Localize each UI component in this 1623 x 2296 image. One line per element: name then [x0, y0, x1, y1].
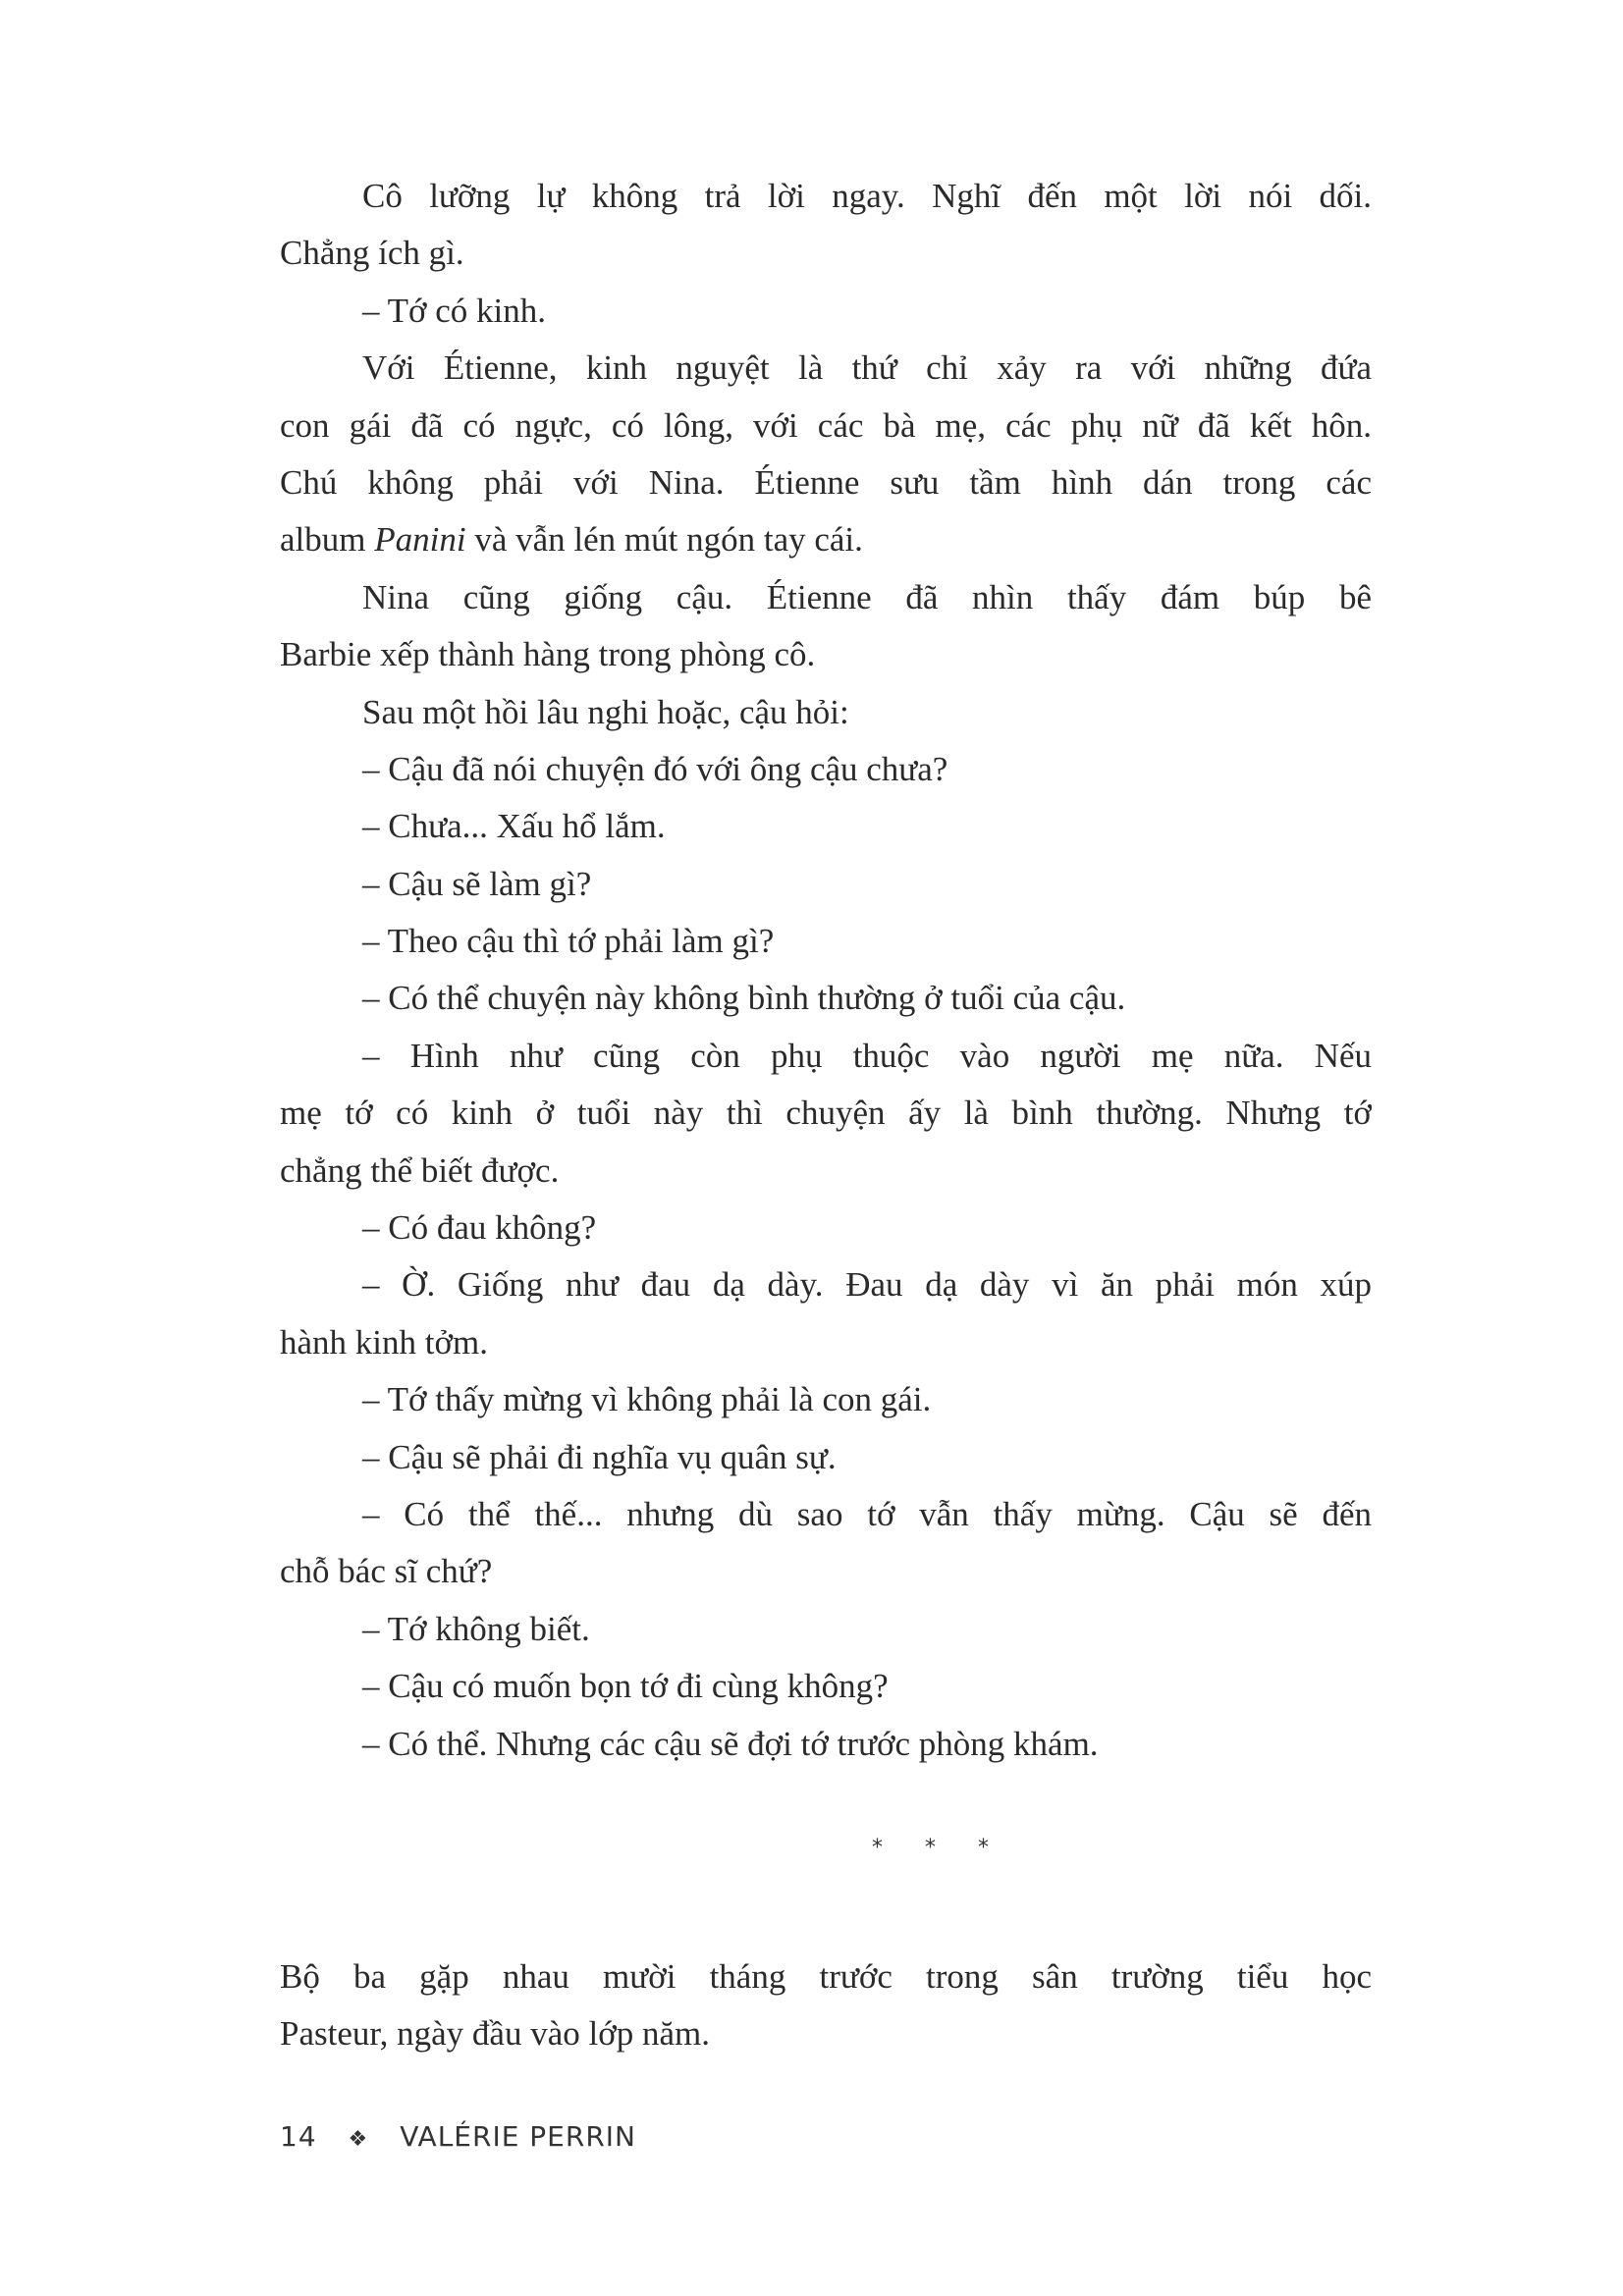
italic-title: Panini: [374, 520, 466, 560]
text-segment: và vẫn lén mút ngón tay cái.: [465, 520, 863, 560]
text-line: – Cậu sẽ làm gì?: [362, 864, 592, 903]
final-paragraph: [280, 1949, 1372, 2063]
text-line: – Tớ thấy mừng vì không phải là con gái.: [362, 1380, 932, 1419]
text-line: – Ờ. Giống như đau dạ dày. Đau dạ dày vì ăn phải món xúp: [362, 1265, 1372, 1305]
text-line: Bộ ba gặp nhau mười tháng trước trong sân trường tiểu học: [280, 1957, 1372, 1996]
ornament-icon: ❖: [348, 2127, 369, 2152]
paragraph: [280, 741, 1372, 798]
section-separator: * * *: [872, 1836, 1006, 1860]
text-line: – Tớ có kinh.: [362, 291, 547, 330]
paragraph: [280, 1200, 1372, 1256]
paragraph: [280, 1601, 1372, 1658]
paragraph: [280, 970, 1372, 1027]
text-line: – Cậu đã nói chuyện đó với ông cậu chưa?: [362, 749, 948, 788]
text-line: con gái đã có ngực, có lông, với các bà mẹ, các phụ nữ đã kết hôn.: [280, 405, 1372, 445]
paragraph: [280, 856, 1372, 913]
text-line: – Chưa... Xấu hổ lắm.: [362, 807, 666, 846]
text-line: Chú không phải với Nina. Étienne sưu tầm hình dán trong các: [280, 462, 1372, 502]
text-line: – Có thể. Nhưng các cậu sẽ đợi tớ trước phòng khám.: [362, 1724, 1099, 1763]
text-line: Nina cũng giống cậu. Étienne đã nhìn thấy đám búp bê: [362, 577, 1372, 616]
paragraph: [280, 569, 1372, 684]
text-segment: album: [280, 520, 375, 560]
text-line: – Có thể thế... nhưng dù sao tớ vẫn thấy mừng. Cậu sẽ đến: [362, 1494, 1372, 1533]
page-number: 14: [280, 2120, 317, 2153]
paragraph: [280, 1429, 1372, 1486]
text-line: – Có đau không?: [362, 1208, 597, 1248]
body-text: [280, 168, 1372, 1773]
text-line: – Tớ không biết.: [362, 1609, 590, 1648]
text-line: [280, 511, 1372, 568]
author-name: VALÉRIE PERRIN: [400, 2120, 636, 2153]
text-line: Với Étienne, kinh nguyệt là thứ chỉ xảy ra với những đứa: [362, 348, 1372, 388]
paragraph: [280, 1486, 1372, 1601]
text-line: Barbie xếp thành hàng trong phòng cô.: [280, 635, 816, 674]
text-line: – Hình như cũng còn phụ thuộc vào người mẹ nữa. Nếu: [362, 1036, 1372, 1075]
text-line: – Cậu sẽ phải đi nghĩa vụ quân sự.: [362, 1437, 837, 1476]
text-line: Chẳng ích gì.: [280, 234, 464, 273]
text-line: mẹ tớ có kinh ở tuổi này thì chuyện ấy là bình thường. Nhưng tớ: [280, 1094, 1372, 1133]
paragraph: [280, 1371, 1372, 1428]
text-line: hành kinh tởm.: [280, 1322, 488, 1362]
text-line: Cô lưỡng lự không trả lời ngay. Nghĩ đến một lời nói dối.: [362, 177, 1372, 215]
text-line: – Theo cậu thì tớ phải làm gì?: [362, 922, 775, 961]
paragraph: [280, 913, 1372, 970]
paragraph: [280, 798, 1372, 855]
paragraph: [280, 283, 1372, 340]
paragraph: [280, 1658, 1372, 1715]
paragraph: [280, 340, 1372, 569]
paragraph: [280, 1716, 1372, 1773]
text-line: Sau một hồi lâu nghi hoặc, cậu hỏi:: [362, 692, 849, 731]
paragraph: [280, 168, 1372, 283]
paragraph: [280, 1028, 1372, 1200]
text-line: – Cậu có muốn bọn tớ đi cùng không?: [362, 1667, 889, 1706]
paragraph: [280, 1256, 1372, 1371]
text-line: chẳng thể biết được.: [280, 1150, 560, 1190]
page-footer: [280, 2120, 658, 2153]
paragraph: [280, 684, 1372, 741]
text-line: – Có thể chuyện này không bình thường ở tuổi của cậu.: [362, 979, 1126, 1018]
text-line: Pasteur, ngày đầu vào lớp năm.: [280, 2014, 710, 2054]
text-line: chỗ bác sĩ chứ?: [280, 1552, 493, 1591]
